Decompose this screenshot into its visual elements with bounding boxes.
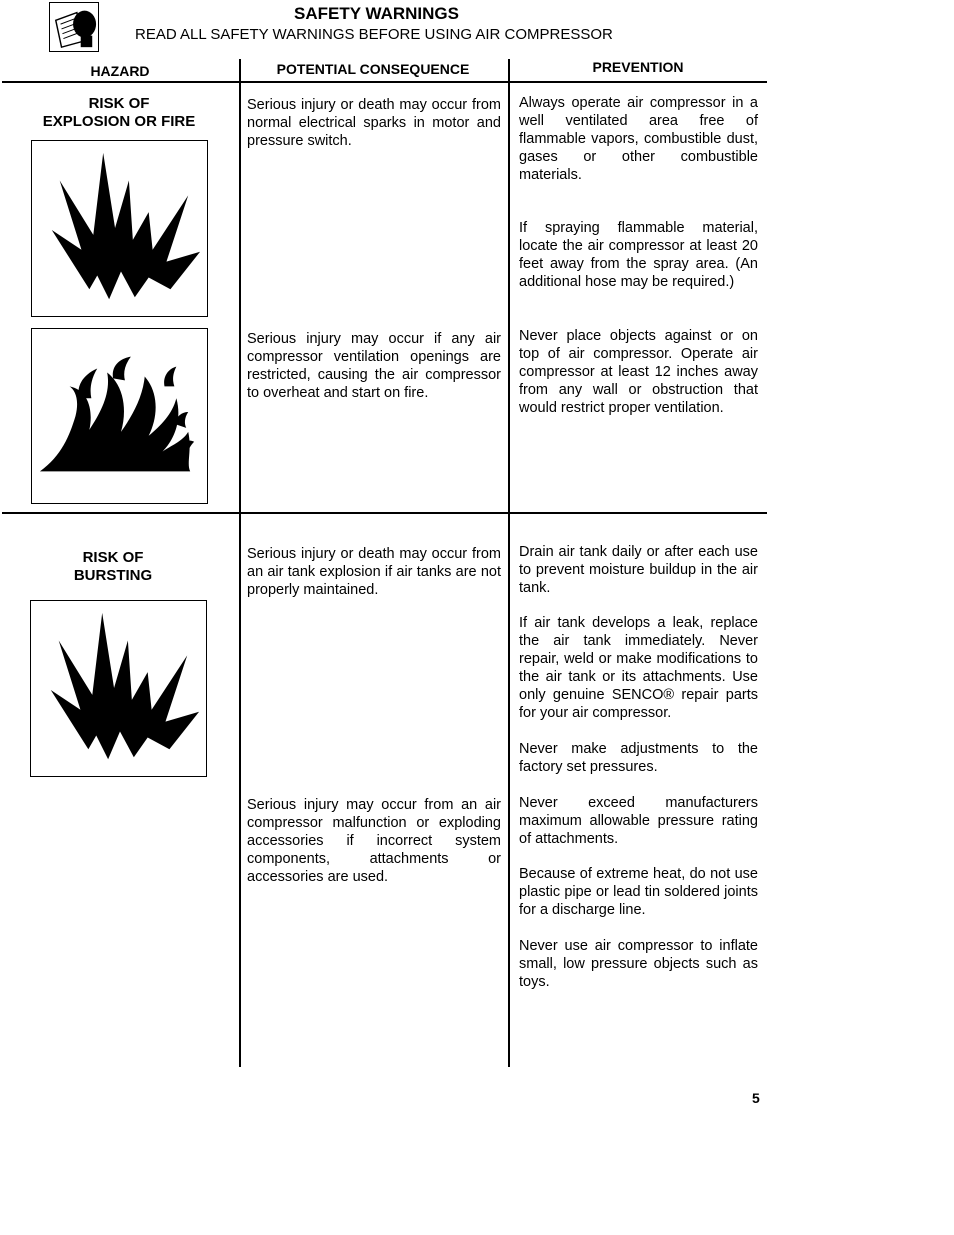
consequence-text: Serious injury may occur from an air compressor malfunction or exploding accessories if incorrect system components, attachments or accessories are used.: [247, 797, 501, 885]
prevention-text: Never place objects against or on top of air compressor. Operate air compressor at least 12 inches away from any wall or obstruction that would restrict proper ventilation.: [519, 328, 758, 416]
prevention-text: Always operate air compressor in a well ventilated area free of flammable vapors, combustible dust, gases or other combustible materials.: [519, 95, 758, 183]
hazard-title-explosion-fire: RISK OF EXPLOSION OR FIRE: [42, 95, 196, 130]
page-subtitle: READ ALL SAFETY WARNINGS BEFORE USING AIR COMPRESSOR: [135, 26, 613, 43]
prevention-text: Because of extreme heat, do not use plastic pipe or lead tin soldered joints for a discharge line.: [519, 866, 758, 918]
prevention-text: If air tank develops a leak, replace the air tank immediately. Never repair, weld or make modifications to the air tank or its attachments. Use only genuine SENCO® repair parts for your air compressor.: [519, 615, 758, 721]
prevention-text: If spraying flammable material, locate the air compressor at least 20 feet away from the spray area. (An additional hose may be required.): [519, 220, 758, 290]
explosion-icon: [30, 600, 207, 777]
hazard-title-bursting: RISK OF BURSTING: [73, 549, 153, 584]
header-divider: [2, 81, 767, 83]
explosion-icon: [31, 140, 208, 317]
consequence-text: Serious injury may occur if any air compressor ventilation openings are restricted, causing the air compressor to overheat and start on fire.: [247, 331, 501, 401]
fire-icon: [31, 328, 208, 504]
prevention-text: Never exceed manufacturers maximum allowable pressure rating of attachments.: [519, 795, 758, 847]
prevention-text: Drain air tank daily or after each use to prevent moisture buildup in the air tank.: [519, 544, 758, 596]
column-header-prevention: PREVENTION: [592, 59, 684, 75]
prevention-text: Never use air compressor to inflate small, low pressure objects such as toys.: [519, 938, 758, 990]
column-header-hazard: HAZARD: [90, 63, 150, 79]
prevention-text: Never make adjustments to the factory set pressures.: [519, 741, 758, 775]
column-header-consequence: POTENTIAL CONSEQUENCE: [276, 61, 470, 77]
read-manual-icon: [49, 2, 99, 52]
consequence-text: Serious injury or death may occur from an air tank explosion if air tanks are not properly maintained.: [247, 546, 501, 598]
page-number: 5: [752, 1090, 760, 1106]
column-divider-right: [508, 59, 510, 1067]
consequence-text: Serious injury or death may occur from normal electrical sparks in motor and pressure switch.: [247, 97, 501, 149]
page-title: SAFETY WARNINGS: [294, 4, 459, 23]
column-divider-left: [239, 59, 241, 1067]
section-divider: [2, 512, 767, 514]
